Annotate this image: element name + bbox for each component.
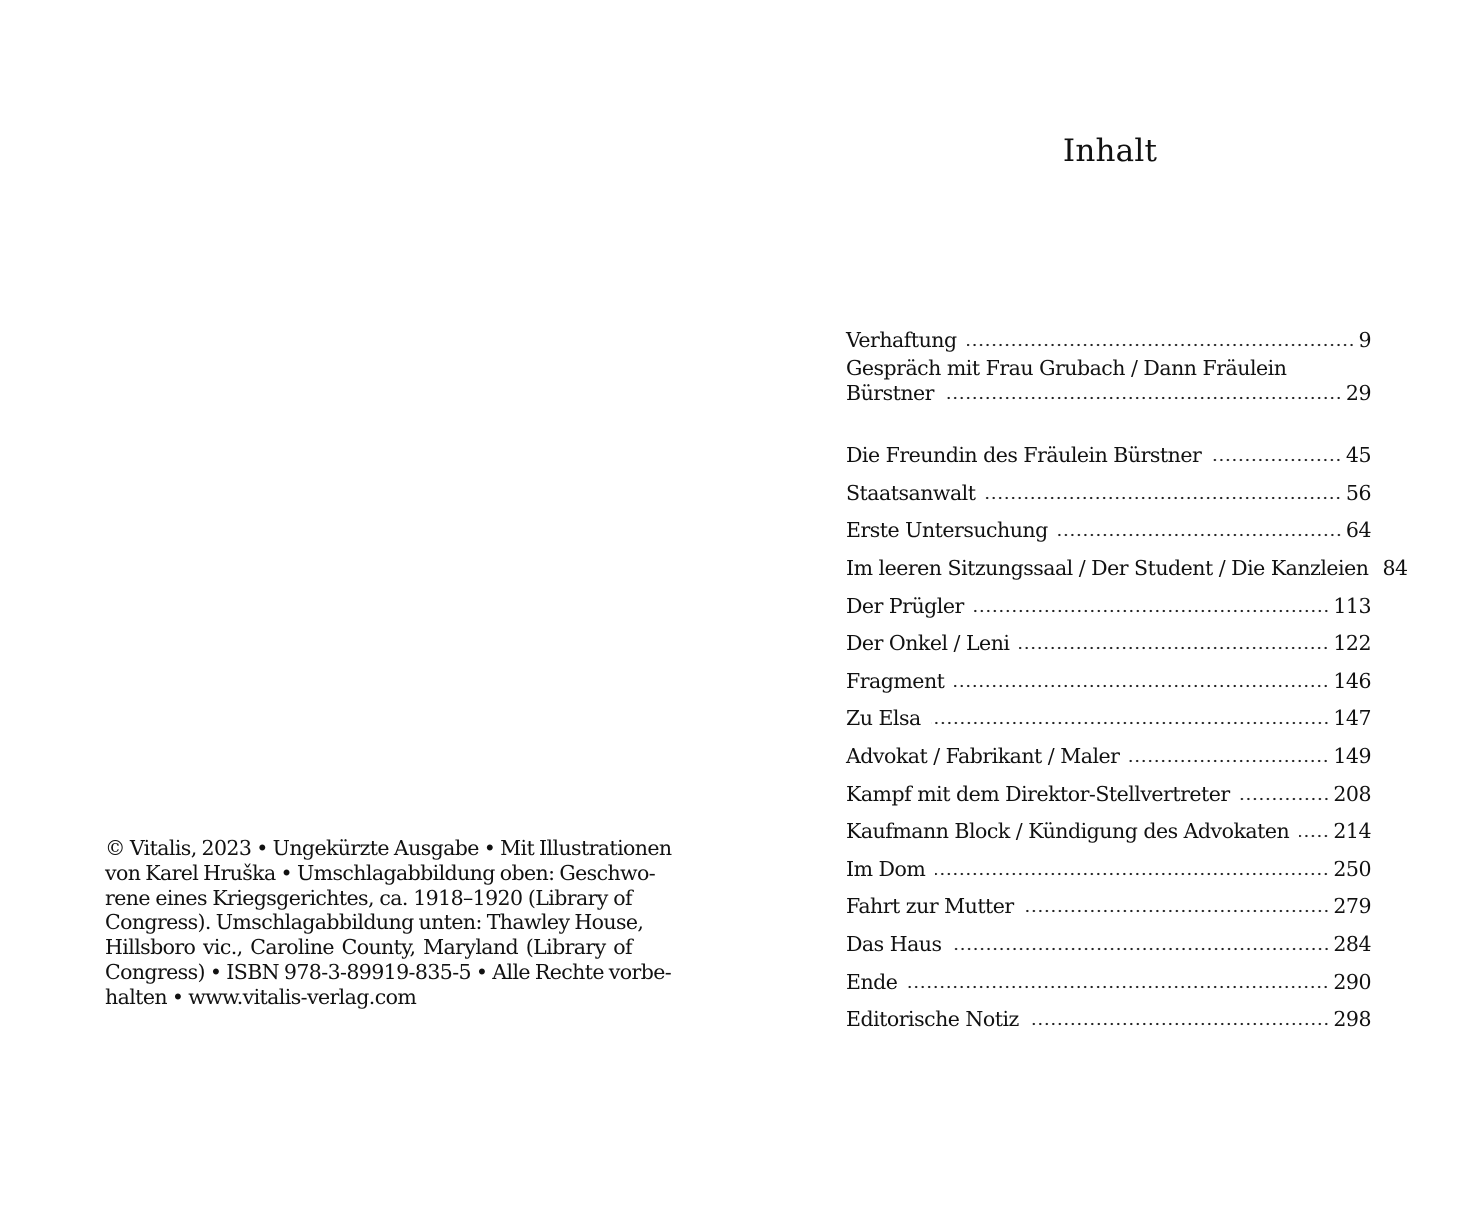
toc-entry-label: Staatsanwalt [846, 480, 976, 505]
toc-page-number: 298 [1333, 1007, 1371, 1032]
toc-page-number: 146 [1333, 668, 1371, 693]
toc-page-number: 29 [1345, 380, 1371, 405]
imprint-line: © Vitalis, 2023 • Ungekürzte Ausgabe • Mit Illustrationen [105, 836, 672, 860]
toc-page-number: 284 [1333, 931, 1371, 956]
toc-leader-dots [907, 985, 1329, 989]
toc-entry[interactable] [846, 730, 1371, 768]
toc-leader-dots [931, 721, 1330, 725]
imprint-line: halten • www.vitalis-verlag.com [105, 984, 417, 1009]
toc-entry-label: Fragment [846, 668, 945, 693]
toc-entry-label-line1: Gespräch mit Frau Grubach / Dann Fräulein [846, 355, 1287, 380]
toc-page-number: 279 [1333, 894, 1371, 919]
toc-entry[interactable] [846, 994, 1371, 1032]
toc-entry-label: Fahrt zur Mutter [846, 894, 1014, 919]
toc-entry[interactable] [846, 693, 1371, 731]
toc-entry[interactable] [846, 881, 1371, 919]
toc-entry[interactable] [846, 505, 1371, 543]
toc-leader-dots [1299, 834, 1329, 838]
imprint-line: Congress). Umschlagabbildung unten: Thawley House, [105, 910, 644, 935]
imprint-line: von Karel Hruška • Umschlagabbildung oben: Geschwo- [105, 860, 656, 885]
toc-entry-label: Zu Elsa [846, 706, 921, 731]
toc-entry[interactable] [846, 542, 1408, 580]
toc-entry[interactable] [846, 467, 1371, 505]
toc-entry-label: Editorische Notiz [846, 1007, 1019, 1032]
toc-entry-label: Das Haus [846, 931, 942, 956]
toc-entry-label: Der Prügler [846, 593, 964, 618]
toc-entry-label: Die Freundin des Fräulein Bürstner [846, 443, 1202, 468]
toc-leader-dots [935, 872, 1329, 876]
toc-page-number: 45 [1345, 443, 1371, 468]
toc-entry[interactable] [846, 843, 1371, 881]
toc-entry-label: Im leeren Sitzungssaal / Der Student / Die Kanzleien [846, 555, 1369, 580]
toc-leader-dots [952, 947, 1330, 951]
imprint-text [105, 836, 672, 1010]
toc-entry[interactable] [846, 768, 1371, 806]
toc-page-number: 208 [1333, 781, 1371, 806]
toc-leader-dots [1129, 759, 1329, 763]
toc-page-number: 9 [1358, 327, 1371, 352]
toc-leader-dots [944, 396, 1342, 400]
toc-entry[interactable] [846, 618, 1371, 656]
toc-page-number: 250 [1333, 856, 1371, 881]
toc-page-number: 149 [1333, 743, 1371, 768]
toc-leader-dots [1240, 797, 1330, 801]
toc-entry-label: Kaufmann Block / Kündigung des Advokaten [846, 819, 1290, 844]
toc-entry[interactable] [846, 580, 1371, 618]
toc-page-number: 113 [1333, 593, 1371, 618]
toc-entry-label: Kampf mit dem Direktor-Stellvertreter [846, 781, 1230, 806]
toc-entry-label: Advokat / Fabrikant / Maler [846, 743, 1120, 768]
toc-leader-dots [974, 609, 1330, 613]
toc-entry[interactable] [846, 314, 1371, 352]
toc-leader-dots [954, 684, 1329, 688]
toc-page-number: 214 [1333, 819, 1371, 844]
toc-entry[interactable] [846, 430, 1371, 468]
toc-page-number: 84 [1382, 555, 1408, 580]
toc-page-number: 64 [1345, 518, 1371, 543]
toc-entry-label: Bürstner [846, 380, 934, 405]
toc-entry[interactable] [846, 806, 1371, 844]
imprint-line: Hillsboro vic., Caroline County, Maryland (Library of [105, 935, 632, 960]
toc-leader-dots [1211, 458, 1342, 462]
toc-page-number: 147 [1333, 706, 1371, 731]
toc-entry-label: Im Dom [846, 856, 926, 881]
toc-entry[interactable] [846, 355, 1371, 430]
imprint-line: Congress) • ISBN 978-3-89919-835-5 • Alle Rechte vorbe- [105, 959, 672, 984]
toc-entry-label: Erste Untersuchung [846, 518, 1048, 543]
toc-entry-label: Ende [846, 969, 898, 994]
toc-page-number: 56 [1345, 480, 1371, 505]
table-of-contents [846, 314, 1408, 1032]
toc-title: Inhalt [1062, 133, 1158, 169]
toc-page-number: 290 [1333, 969, 1371, 994]
toc-entry[interactable] [846, 956, 1371, 994]
toc-leader-dots [1024, 909, 1330, 913]
imprint-line: rene eines Kriegsgerichtes, ca. 1918–1920 (Library of [105, 885, 632, 910]
toc-leader-dots [1058, 533, 1342, 537]
toc-entry-label: Der Onkel / Leni [846, 631, 1010, 656]
toc-leader-dots [967, 343, 1355, 347]
toc-leader-dots [1029, 1022, 1330, 1026]
toc-entry-label: Verhaftung [846, 327, 957, 352]
toc-entry[interactable] [846, 655, 1371, 693]
toc-leader-dots [1019, 646, 1329, 650]
toc-page-number: 122 [1333, 631, 1371, 656]
toc-leader-dots [985, 496, 1341, 500]
toc-entry[interactable] [846, 918, 1371, 956]
